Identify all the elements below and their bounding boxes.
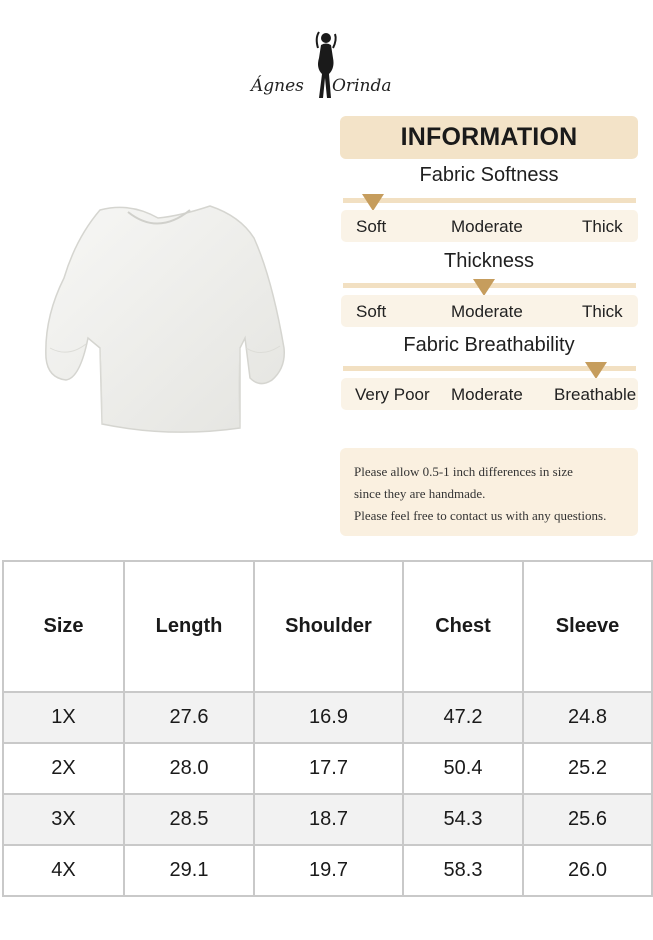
scale-label-mid: Moderate [451,302,523,321]
table-cell: 25.6 [523,794,652,845]
scale-label-mid: Moderate [451,217,523,236]
size-chart-table [2,560,653,897]
scale-label-high: Thick [582,217,623,236]
note-line-1: Please allow 0.5-1 inch differences in size [354,464,573,479]
fabric-softness-marker-icon [362,194,384,211]
table-cell: 1X [3,692,124,743]
thickness-scale [341,295,638,327]
information-heading: INFORMATION [340,116,638,159]
brand-name-right: Orinda [332,76,392,96]
brand-name-left: Ágnes [251,76,304,96]
brand-logo [245,28,405,106]
header-chest: Chest [403,561,523,692]
table-cell: 29.1 [124,845,254,896]
scale-label-high: Breathable [554,385,637,404]
table-cell: 26.0 [523,845,652,896]
table-cell: 17.7 [254,743,403,794]
white-blouse-image [40,198,288,438]
scale-label-mid: Moderate [451,385,523,404]
table-row [3,794,652,845]
scale-label-low: Very Poor [355,385,430,404]
table-cell: 54.3 [403,794,523,845]
table-cell: 16.9 [254,692,403,743]
table-cell: 28.5 [124,794,254,845]
table-cell: 2X [3,743,124,794]
thickness-title: Thickness [443,250,535,272]
table-row [3,743,652,794]
note-line-2: since they are handmade. [354,486,486,501]
thickness-marker-icon [473,279,495,296]
table-cell: 58.3 [403,845,523,896]
table-header-row [3,561,652,692]
table-cell: 25.2 [523,743,652,794]
header-sleeve: Sleeve [523,561,652,692]
table-cell: 18.7 [254,794,403,845]
fabric-breathability-scale [341,378,638,410]
note-line-3: Please feel free to contact us with any questions. [354,508,607,523]
table-cell: 50.4 [403,743,523,794]
fabric-breathability-title: Fabric Breathability [403,334,575,356]
table-cell: 19.7 [254,845,403,896]
table-cell: 47.2 [403,692,523,743]
scale-label-low: Soft [356,302,387,321]
size-note [340,448,638,536]
scale-label-high: Thick [582,302,623,321]
table-cell: 3X [3,794,124,845]
header-length: Length [124,561,254,692]
fabric-softness-title: Fabric Softness [419,164,559,186]
table-row [3,692,652,743]
table-cell: 4X [3,845,124,896]
fabric-softness-scale [341,210,638,242]
scale-label-low: Soft [356,217,387,236]
table-cell: 24.8 [523,692,652,743]
fabric-softness-bar [343,198,636,203]
table-cell: 27.6 [124,692,254,743]
header-size: Size [3,561,124,692]
fabric-breathability-marker-icon [585,362,607,379]
table-cell: 28.0 [124,743,254,794]
header-shoulder: Shoulder [254,561,403,692]
table-row [3,845,652,896]
